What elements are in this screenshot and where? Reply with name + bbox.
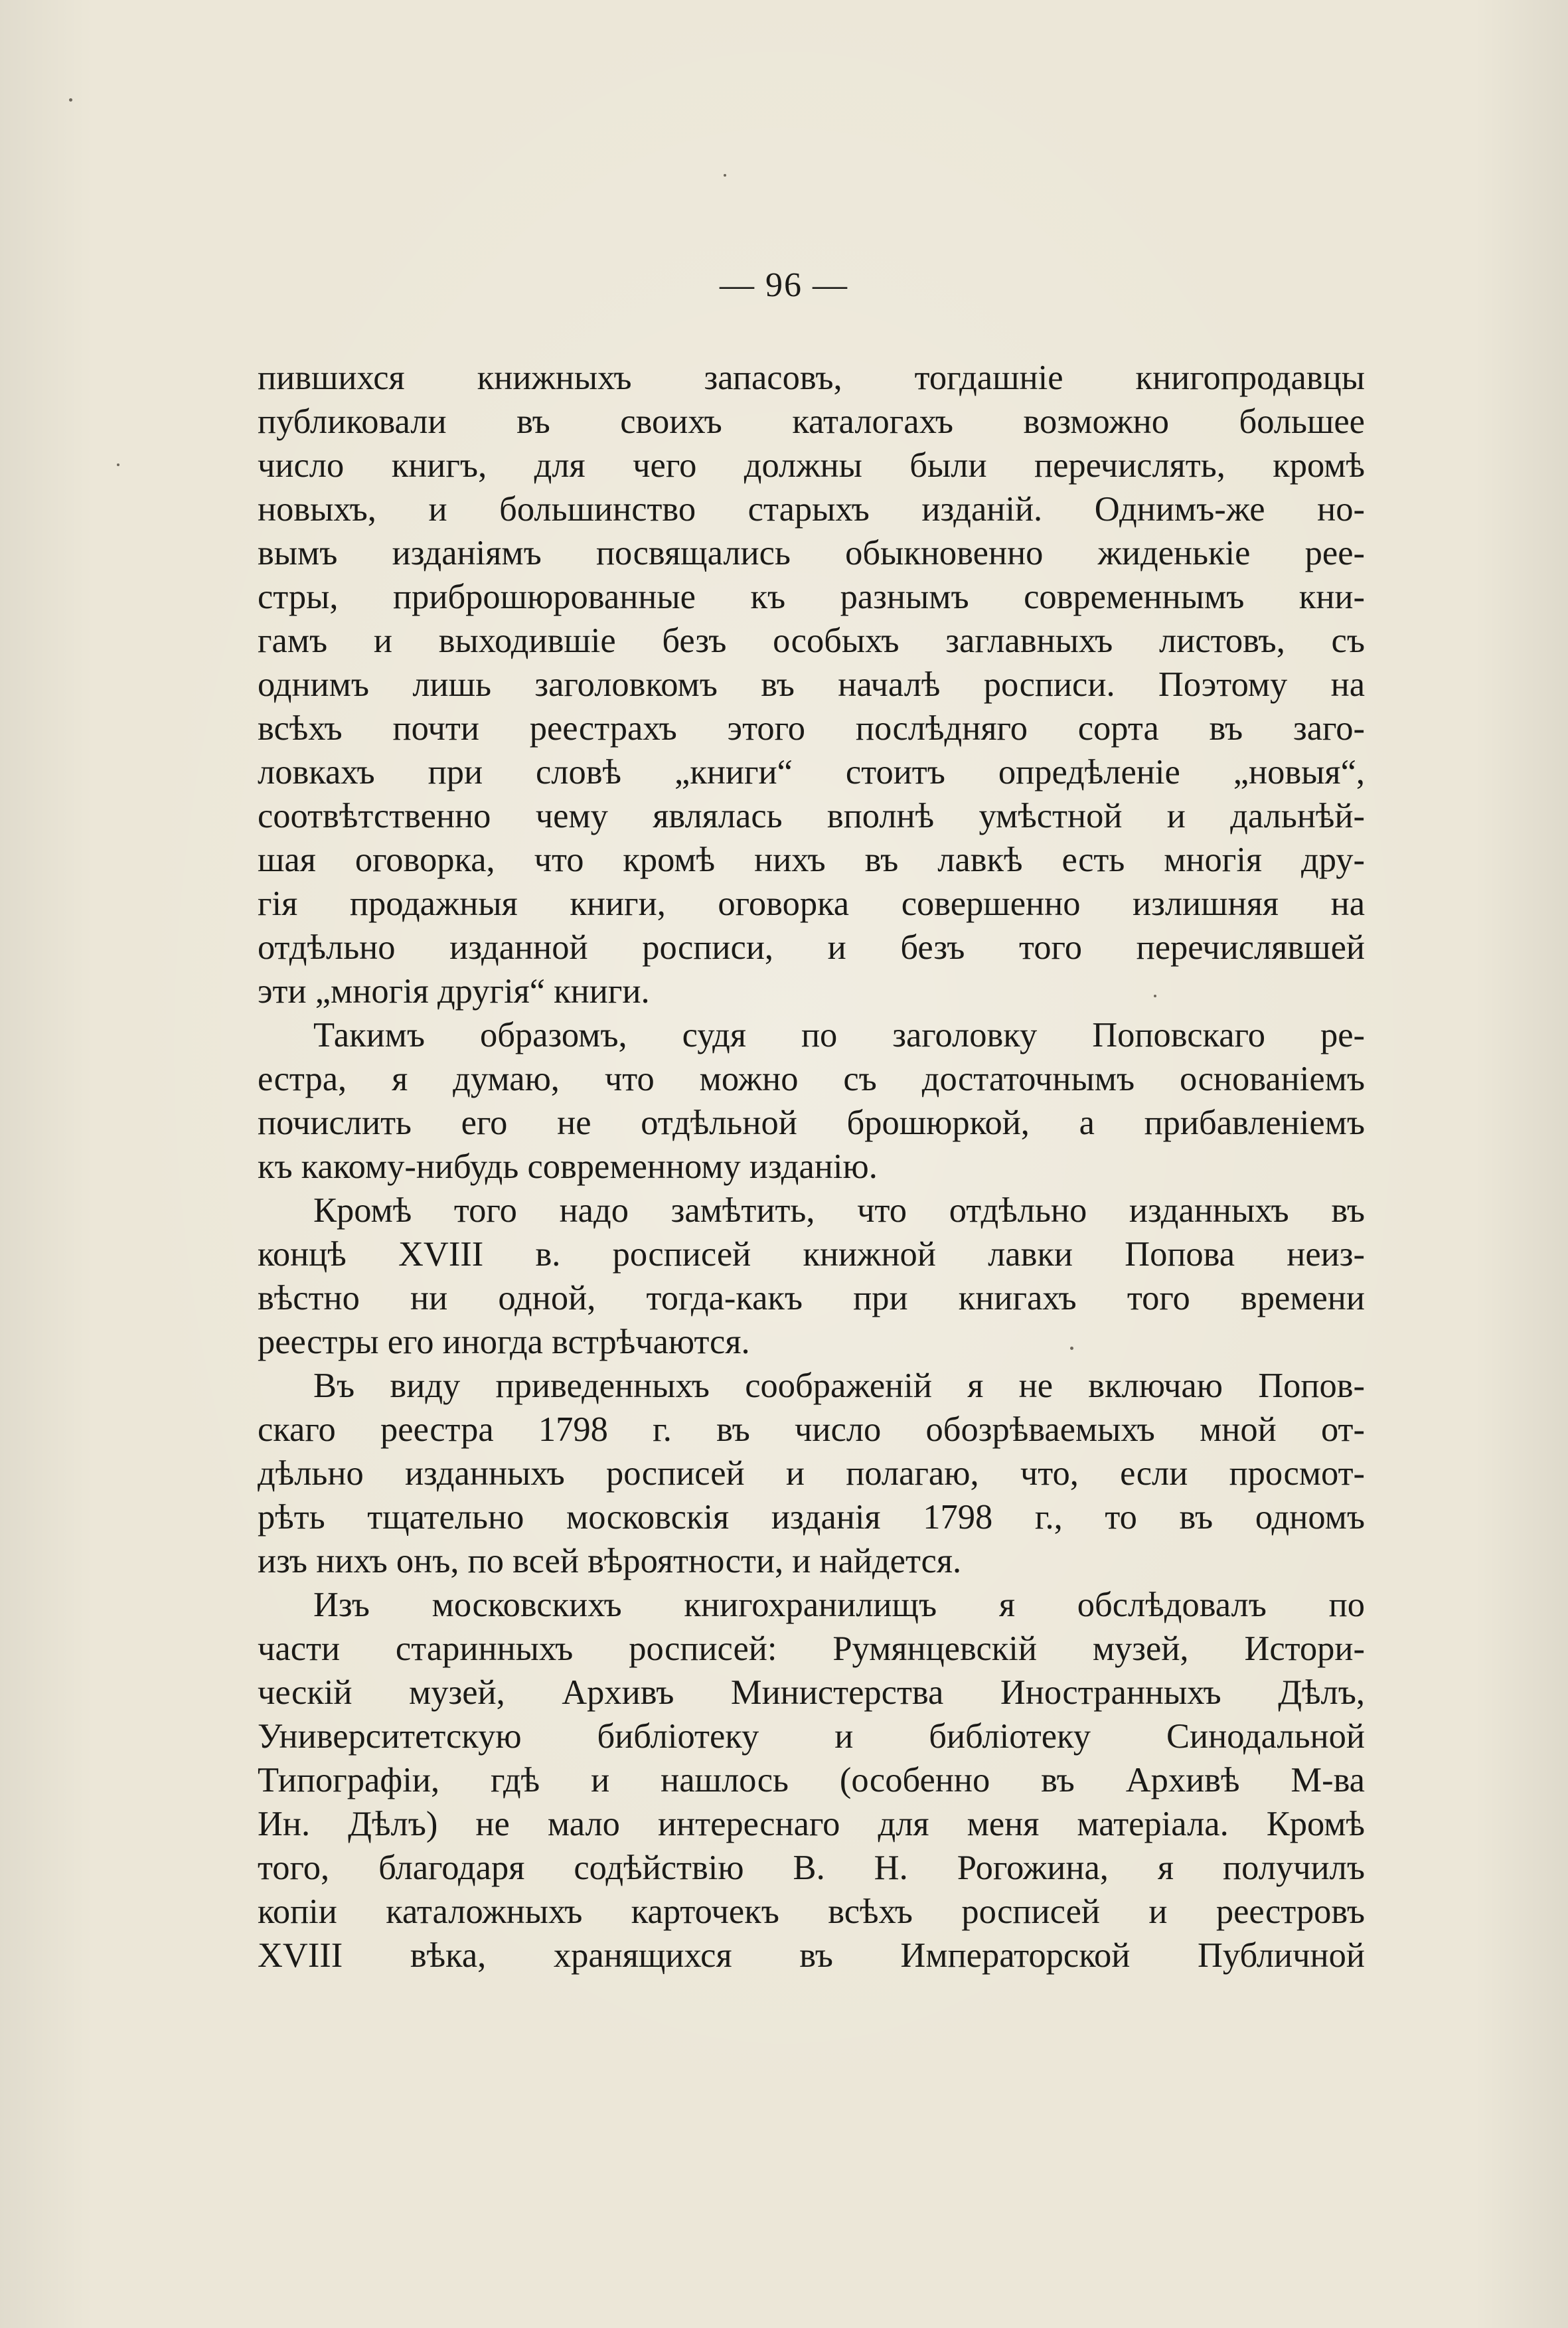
text-line: число книгъ, для чего должны были перечислять, кромѣ bbox=[258, 446, 1365, 485]
text-line: гія продажныя книги, оговорка совершенно излишняя на bbox=[258, 884, 1365, 923]
body-text bbox=[258, 356, 1365, 1977]
text-line: всѣхъ почти реестрахъ этого послѣдняго сорта въ заго- bbox=[258, 709, 1365, 748]
text-line: XVIII вѣка, хранящихся въ Императорской Публичной bbox=[258, 1936, 1365, 1975]
paper-speck bbox=[1154, 995, 1156, 997]
text-line: однимъ лишь заголовкомъ въ началѣ росписи. Поэтому на bbox=[258, 665, 1365, 704]
text-line: отдѣльно изданной росписи, и безъ того перечислявшей bbox=[258, 928, 1365, 967]
paragraph-2 bbox=[258, 1013, 1365, 1189]
text-line: копіи каталожныхъ карточекъ всѣхъ росписей и реестровъ bbox=[258, 1892, 1365, 1931]
text-line: эти „многія другія“ книги. bbox=[258, 972, 650, 1011]
text-line: гамъ и выходившіе безъ особыхъ заглавныхъ листовъ, съ bbox=[258, 622, 1365, 660]
text-line: Такимъ образомъ, судя по заголовку Поповскаго ре- bbox=[313, 1016, 1365, 1054]
paragraph-1 bbox=[258, 356, 1365, 1013]
text-line: вѣстно ни одной, тогда-какъ при книгахъ того времени bbox=[258, 1279, 1365, 1317]
text-line: Въ виду приведенныхъ соображеній я не включаю Попов- bbox=[313, 1367, 1365, 1405]
text-line: публиковали въ своихъ каталогахъ возможно большее bbox=[258, 402, 1365, 441]
paper-speck bbox=[724, 174, 726, 177]
paper-speck bbox=[117, 463, 119, 466]
text-line: части старинныхъ росписей: Румянцевскій музей, Истори- bbox=[258, 1629, 1365, 1668]
text-line: изъ нихъ онъ, по всей вѣроятности, и найдется. bbox=[258, 1542, 962, 1580]
text-line: Кромѣ того надо замѣтить, что отдѣльно изданныхъ въ bbox=[313, 1191, 1365, 1230]
text-line: скаго реестра 1798 г. въ число обозрѣваемыхъ мной от- bbox=[258, 1410, 1365, 1449]
text-line: Типографіи, гдѣ и нашлось (особенно въ Архивѣ М-ва bbox=[258, 1761, 1365, 1799]
paragraph-4 bbox=[258, 1364, 1365, 1583]
text-line: ловкахъ при словѣ „книги“ стоитъ опредѣленіе „новыя“, bbox=[258, 753, 1365, 791]
text-line: естра, я думаю, что можно съ достаточнымъ основаніемъ bbox=[258, 1060, 1365, 1098]
text-line: пившихся книжныхъ запасовъ, тогдашніе книгопродавцы bbox=[258, 359, 1365, 397]
paper-speck bbox=[69, 98, 72, 102]
text-line: того, благодаря содѣйствію В. Н. Рогожина, я получилъ bbox=[258, 1849, 1365, 1887]
text-line: новыхъ, и большинство старыхъ изданій. Однимъ-же но- bbox=[258, 490, 1365, 529]
text-line: концѣ XVIII в. росписей книжной лавки Попова неиз- bbox=[258, 1235, 1365, 1274]
text-line: ческій музей, Архивъ Министерства Иностранныхъ Дѣлъ, bbox=[258, 1673, 1365, 1712]
page-number: — 96 — bbox=[720, 266, 848, 304]
text-line: къ какому-нибудь современному изданію. bbox=[258, 1147, 878, 1186]
text-line: рѣть тщательно московскія изданія 1798 г., то въ одномъ bbox=[258, 1498, 1365, 1537]
text-line: Изъ московскихъ книгохранилищъ я обслѣдовалъ по bbox=[313, 1586, 1365, 1624]
text-line: вымъ изданіямъ посвящались обыкновенно жиденькіе рее- bbox=[258, 534, 1365, 572]
text-line: соотвѣтственно чему являлась вполнѣ умѣстной и дальнѣй- bbox=[258, 797, 1365, 835]
text-line: Университетскую библіотеку и библіотеку Синодальной bbox=[258, 1717, 1365, 1756]
text-line: шая оговорка, что кромѣ нихъ въ лавкѣ есть многія дру- bbox=[258, 841, 1365, 879]
text-line: почислить его не отдѣльной брошюркой, а прибавленіемъ bbox=[258, 1104, 1365, 1142]
text-line: стры, приброшюрованные къ разнымъ современнымъ кни- bbox=[258, 578, 1365, 616]
text-line: Ин. Дѣлъ) не мало интереснаго для меня матеріала. Кромѣ bbox=[258, 1805, 1365, 1843]
text-line: реестры его иногда встрѣчаются. bbox=[258, 1323, 750, 1361]
paragraph-5 bbox=[258, 1583, 1365, 1977]
paragraph-3 bbox=[258, 1189, 1365, 1364]
paper-speck bbox=[1070, 1347, 1073, 1350]
text-line: дѣльно изданныхъ росписей и полагаю, что, если просмот- bbox=[258, 1454, 1365, 1493]
